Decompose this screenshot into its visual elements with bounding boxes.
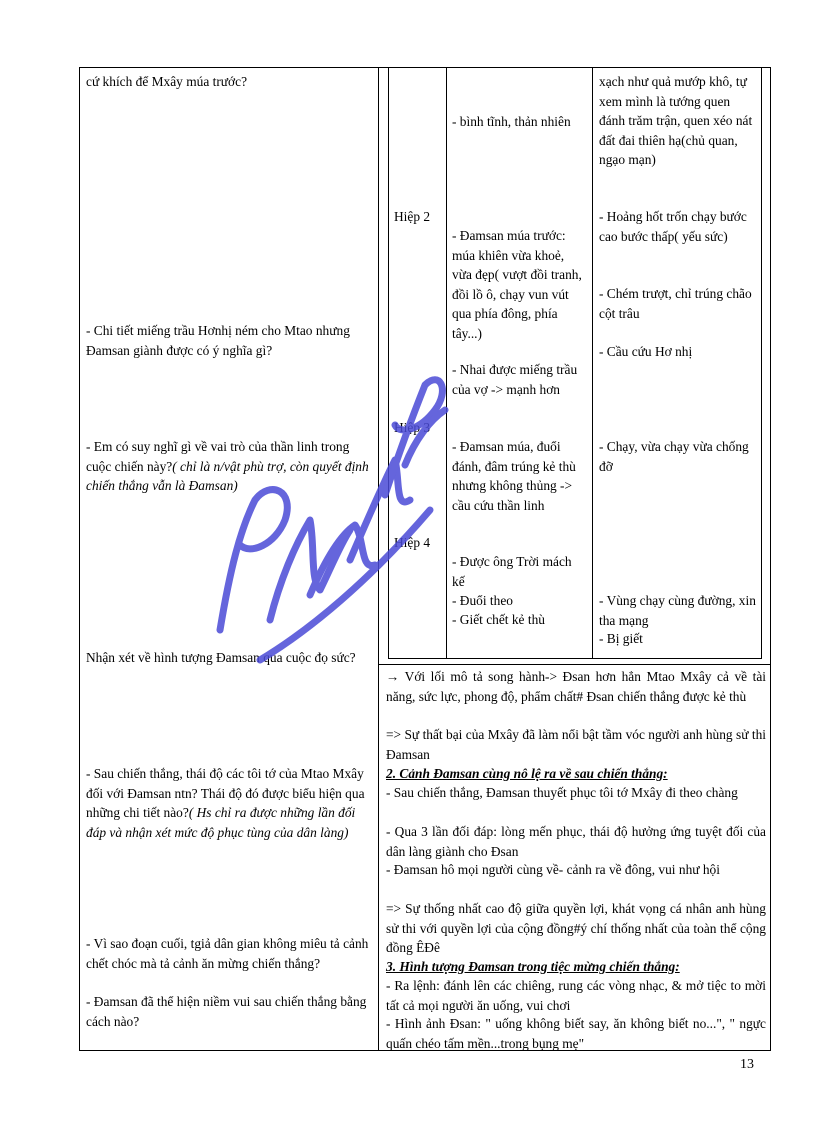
round-2-label: Hiệp 2: [394, 209, 431, 224]
inner-table-left: [388, 67, 389, 659]
mtao-action-5: - Chạy, vừa chạy vừa chống đỡ: [599, 439, 749, 474]
damsan-action-2: - Đamsan múa trước: múa khiên vừa khoẻ, vừa đẹp( vượt đồi tranh, đồi lồ ô, chạy vun vút qua phía đông, phía tây...): [452, 228, 582, 341]
question-4: Nhận xét về hình tượng Đamsan qua cuộc đọ sức?: [86, 650, 356, 665]
conclusion-2: => Sự thất bại của Mxây đã làm nổi bật tầm vóc người anh hùng sử thi Đamsan: [386, 727, 766, 762]
section-2-p3: - Đamsan hô mọi người cùng về- cảnh ra về đông, vui như hội: [386, 862, 720, 877]
section-2-p1: - Sau chiến thắng, Đamsan thuyết phục tôi tớ Mxây đi theo chàng: [386, 785, 738, 800]
damsan-action-3: - Nhai được miếng trầu của vợ -> mạnh hơn: [452, 362, 578, 397]
section-3-p2: - Hình ảnh Đsan: " uống không biết say, ăn không biết no...", " ngực quấn chéo tấm mền...trong bụng mẹ": [386, 1016, 766, 1051]
question-2: - Chi tiết miếng trầu Hơnhị ném cho Mtao nhưng Đamsan giành được có ý nghĩa gì?: [86, 323, 350, 358]
damsan-action-7: - Giết chết kẻ thù: [452, 612, 545, 627]
mtao-action-2: - Hoảng hốt trốn chạy bước cao bước thấp( yếu sức): [599, 209, 747, 244]
question-3-hint: ( chỉ là n/vật phù trợ, còn quyết định chiến thắng vẫn là Đamsan): [86, 458, 369, 494]
round-3-label: Hiệp 3: [394, 420, 431, 435]
question-5: [86, 764, 376, 842]
table-separator: [378, 664, 770, 665]
frame-left: [79, 67, 80, 1051]
question-5-text: - Sau chiến thắng, thái độ các tôi tớ của Mtao Mxây đối với Đamsan ntn? Thái độ đó được biểu hiện qua những chi tiết nào?: [86, 766, 365, 821]
section-2-heading: 2. Cảnh Đamsan cùng nô lệ ra về sau chiến thắng:: [386, 766, 668, 781]
inner-table-col2: [446, 67, 447, 659]
inner-table-right: [761, 67, 762, 659]
mtao-action-1: xạch như quả mướp khô, tự xem mình là tướng quen đánh trăm trận, quen xéo nát đất đai thiên hạ(chủ quan, ngạo mạn): [599, 74, 753, 167]
damsan-action-1: - bình tĩnh, thản nhiên: [452, 114, 571, 129]
section-3-p1: - Ra lệnh: đánh lên các chiêng, rung các vòng nhạc, & mở tiệc to mời tất cả mọi người ăn uống, vui chơi: [386, 978, 766, 1013]
question-1: cứ khích để Mxây múa trước?: [86, 74, 248, 89]
question-3: [86, 437, 376, 496]
mtao-action-7: - Bị giết: [599, 631, 643, 646]
mtao-action-6: - Vùng chạy cùng đường, xin tha mạng: [599, 593, 756, 628]
mtao-action-4: - Cầu cứu Hơ nhị: [599, 344, 693, 359]
round-4-label: Hiệp 4: [394, 535, 431, 550]
mtao-action-3: - Chém trượt, chỉ trúng chão cột trâu: [599, 286, 752, 321]
damsan-action-4: - Đamsan múa, đuổi đánh, đâm trúng kẻ thù nhưng không thủng -> cầu cứu thần linh: [452, 439, 576, 513]
section-2-p2: - Qua 3 lần đối đáp: lòng mến phục, thái độ hưởng ứng tuyệt đối của dân làng giành cho Đsan: [386, 824, 766, 859]
inner-table-col3: [592, 67, 593, 659]
section-2-conclusion: => Sự thống nhất cao độ giữa quyền lợi, khát vọng cá nhân anh hùng sử thi với quyền lợi của cộng đồng#ý chí thống nhất của toàn thể cộng đồng ÊĐê: [386, 901, 766, 956]
conclusion-1: → Với lối mô tả song hành-> Đsan hơn hẳn Mtao Mxây cả về tài năng, sức lực, phong độ, phẩm chất# Đsan chiến thắng được kẻ thù: [386, 669, 766, 704]
column-divider: [378, 67, 379, 1051]
question-5-hint: ( Hs chỉ ra được những lần đối đáp và nhận xét mức độ phục tùng của dân làng): [86, 805, 356, 840]
section-3-heading: 3. Hình tượng Đamsan trong tiệc mừng chiến thắng:: [386, 959, 680, 974]
frame-right: [770, 67, 771, 1051]
frame-top: [79, 67, 771, 68]
question-3-text: - Em có suy nghĩ gì về vai trò của thần linh trong cuộc chiến này?: [86, 439, 350, 474]
damsan-action-5: - Được ông Trời mách kế: [452, 554, 572, 589]
page-number: 13: [740, 1057, 754, 1072]
damsan-action-6: - Đuổi theo: [452, 593, 513, 608]
inner-table-bottom: [388, 658, 762, 659]
question-6: - Vì sao đoạn cuối, tgiả dân gian không miêu tả cảnh chết chóc mà tả cảnh ăn mừng chiến thắng?: [86, 936, 369, 971]
question-7: - Đamsan đã thể hiện niềm vui sau chiến thắng bằng cách nào?: [86, 994, 367, 1029]
